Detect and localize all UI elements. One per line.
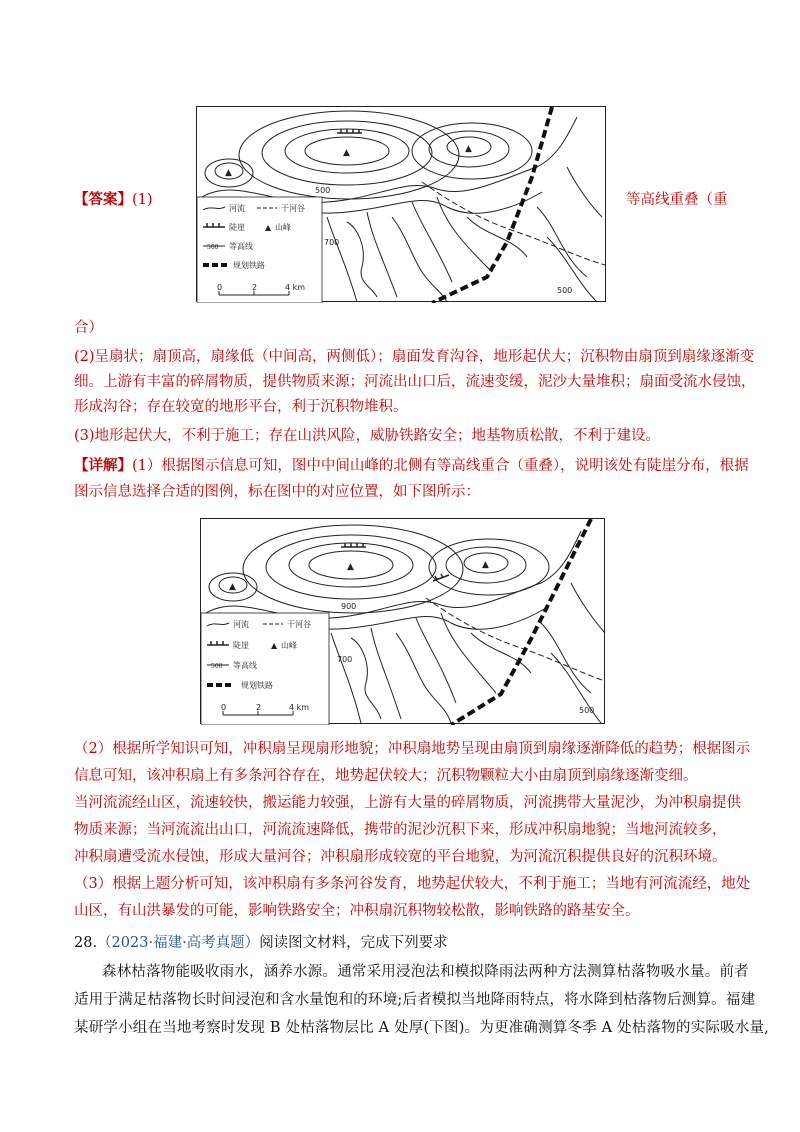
- detail-p2: [74, 736, 750, 925]
- material-line-1: 森林枯落物能吸收雨水，涵养水源。通常采用浸泡法和模拟降雨法两种方法测算枯落物吸水量。前者: [102, 964, 749, 980]
- detail-p2-line-5: 冲积扇遭受流水侵蚀，形成大量河谷；冲积扇形成较宽的平台地貌，为河流沉积提供良好的沉积环境。: [74, 849, 727, 865]
- peak-icon-left: ▲: [225, 168, 232, 178]
- legend2-dry-valley-label: 干河谷: [287, 620, 311, 629]
- contour-map-detail: [200, 518, 605, 724]
- material-line-3: 某研学小组在当地考察时发现 B 处枯落物层比 A 处厚(下图)。为更准确测算冬季 A 处枯落物的实际吸水量,: [74, 1020, 769, 1036]
- material-line-2: 适用于满足枯落物长时间浸泡和含水量饱和的环境;后者模拟当地降雨特点，将水降到枯落物后测算。福建: [74, 992, 756, 1008]
- answer-part2: [74, 345, 756, 420]
- answer-part2-line-2: 细。上游有丰富的碎屑物质，提供物质来源；河流出山口后，流速变缓，泥沙大量堆积；扇面受流水侵蚀，: [74, 374, 756, 390]
- legend2-scale-4: 4 km: [289, 703, 310, 712]
- legend-dry-valley-label: 干河谷: [281, 204, 305, 213]
- railway-line-map1: [432, 107, 552, 303]
- legend2-contour-value: 500: [211, 663, 223, 670]
- contour-label-700-2: 700: [337, 655, 353, 664]
- question-header: [74, 931, 448, 955]
- detail-p3-line-2: 山区，有山洪暴发的可能，影响铁路安全；冲积扇沉积物较松散，影响铁路的路基安全。: [74, 903, 640, 919]
- legend-contour-label: 等高线: [229, 242, 253, 251]
- legend-railway-label: 规划铁路: [233, 261, 265, 270]
- detail-p3-line-1: （3）根据上题分析可知，该冲积扇有多条河谷发育，地势起伏较大，不利于施工；当地有河流流经，地处: [74, 876, 751, 892]
- peak-icon-left-2: ▲: [229, 582, 236, 592]
- answer-part1-prefix: (1): [132, 192, 153, 208]
- contour-label-700: 700: [324, 238, 340, 247]
- question-prompt: 阅读图文材料，完成下列要求: [259, 935, 448, 951]
- answer-part1-wrap: 合）: [74, 320, 103, 336]
- legend2-peak-label: 山峰: [281, 641, 297, 650]
- cliff-symbol-map1: [337, 129, 362, 133]
- question-source: （2023·福建·高考真题）: [97, 935, 260, 951]
- answer-part2-line-1: (2)呈扇状；扇顶高，扇缘低（中间高，两侧低）；扇面发育沟谷，地形起伏大；沉积物由扇顶到扇缘逐渐变: [74, 349, 755, 365]
- contour-map-answer: [196, 106, 606, 302]
- detail-label: 【详解】: [74, 457, 132, 474]
- legend-peak-label: 山峰: [275, 223, 291, 232]
- legend2-scale-0: 0: [221, 703, 227, 712]
- answer-part1-suffix: 等高线重叠（重: [626, 192, 728, 208]
- detail-p2-line-3: 当河流流经山区，流速较快，搬运能力较强，上游有大量的碎屑物质，河流携带大量泥沙，为冲积扇提供: [74, 795, 741, 811]
- legend-cliff-label: 陡崖: [229, 223, 245, 232]
- question-number: 28.: [74, 935, 98, 951]
- peak-icon-right: ▲: [465, 144, 472, 154]
- legend2-peak-icon: ▲: [271, 641, 278, 650]
- railway-line-map2: [451, 519, 591, 725]
- legend2-river-label: 河流: [233, 620, 249, 629]
- answer-line-1: [74, 190, 153, 210]
- answer-part2-line-3: 形成沟谷；存在较宽的地形平台，利于沉积物堆积。: [74, 399, 408, 415]
- peak-icon-center: ▲: [343, 148, 350, 158]
- legend-contour-value: 500: [207, 244, 219, 251]
- legend2-cliff-label: 陡崖: [233, 641, 249, 650]
- legend-scale-0: 0: [217, 283, 223, 292]
- contour-label-500b: 500: [557, 286, 573, 295]
- detail-p2-line-2: 信息可知，该冲积扇上有多条河谷存在，地势起伏较大；沉积物颗粒大小由扇顶到扇缘逐渐变细。: [74, 768, 698, 784]
- detail-p2-line-4: 物质来源；当河流流出山口，河流流速降低，携带的泥沙沉积下来，形成冲积扇地貌；当地河流较多，: [74, 822, 727, 838]
- contour-label-900: 900: [341, 602, 357, 611]
- question-material: [74, 958, 769, 1042]
- detail-p1-line-1: [74, 453, 749, 479]
- answer-part3: (3)地形起伏大，不利于施工；存在山洪风险，威胁铁路安全；地基物质松散，不利于建设。: [74, 428, 661, 444]
- legend-peak-icon: ▲: [265, 223, 272, 232]
- peak-icon-right-2: ▲: [482, 560, 489, 570]
- detail-p1-line-2: 图示信息选择合适的图例，标在图中的对应位置，如下图所示：: [74, 484, 480, 500]
- detail-p1-text-1: (1）根据图示信息可知，图中中间山峰的北侧有等高线重合（重叠），说明该处有陡崖分布，根据: [132, 458, 749, 474]
- contour-label-500: 500: [315, 186, 331, 195]
- peak-icon-center-2: ▲: [347, 562, 354, 572]
- legend2-contour-label: 等高线: [233, 661, 257, 670]
- contour-label-500-2: 500: [579, 706, 595, 715]
- legend-scale-4: 4 km: [285, 283, 306, 292]
- legend-scale-2: 2: [252, 283, 258, 292]
- legend2-railway-label: 规划铁路: [241, 681, 273, 690]
- contour-map-detail-svg: [201, 519, 606, 725]
- detail-p2-line-1: （2）根据所学知识可知，冲积扇呈现扇形地貌；冲积扇地势呈现由扇顶到扇缘逐渐降低的趋势；根据图示: [74, 741, 751, 757]
- answer-label: 【答案】: [74, 191, 132, 208]
- legend2-scale-2: 2: [256, 703, 262, 712]
- contour-map-answer-svg: [197, 107, 607, 303]
- legend-river-label: 河流: [229, 204, 245, 213]
